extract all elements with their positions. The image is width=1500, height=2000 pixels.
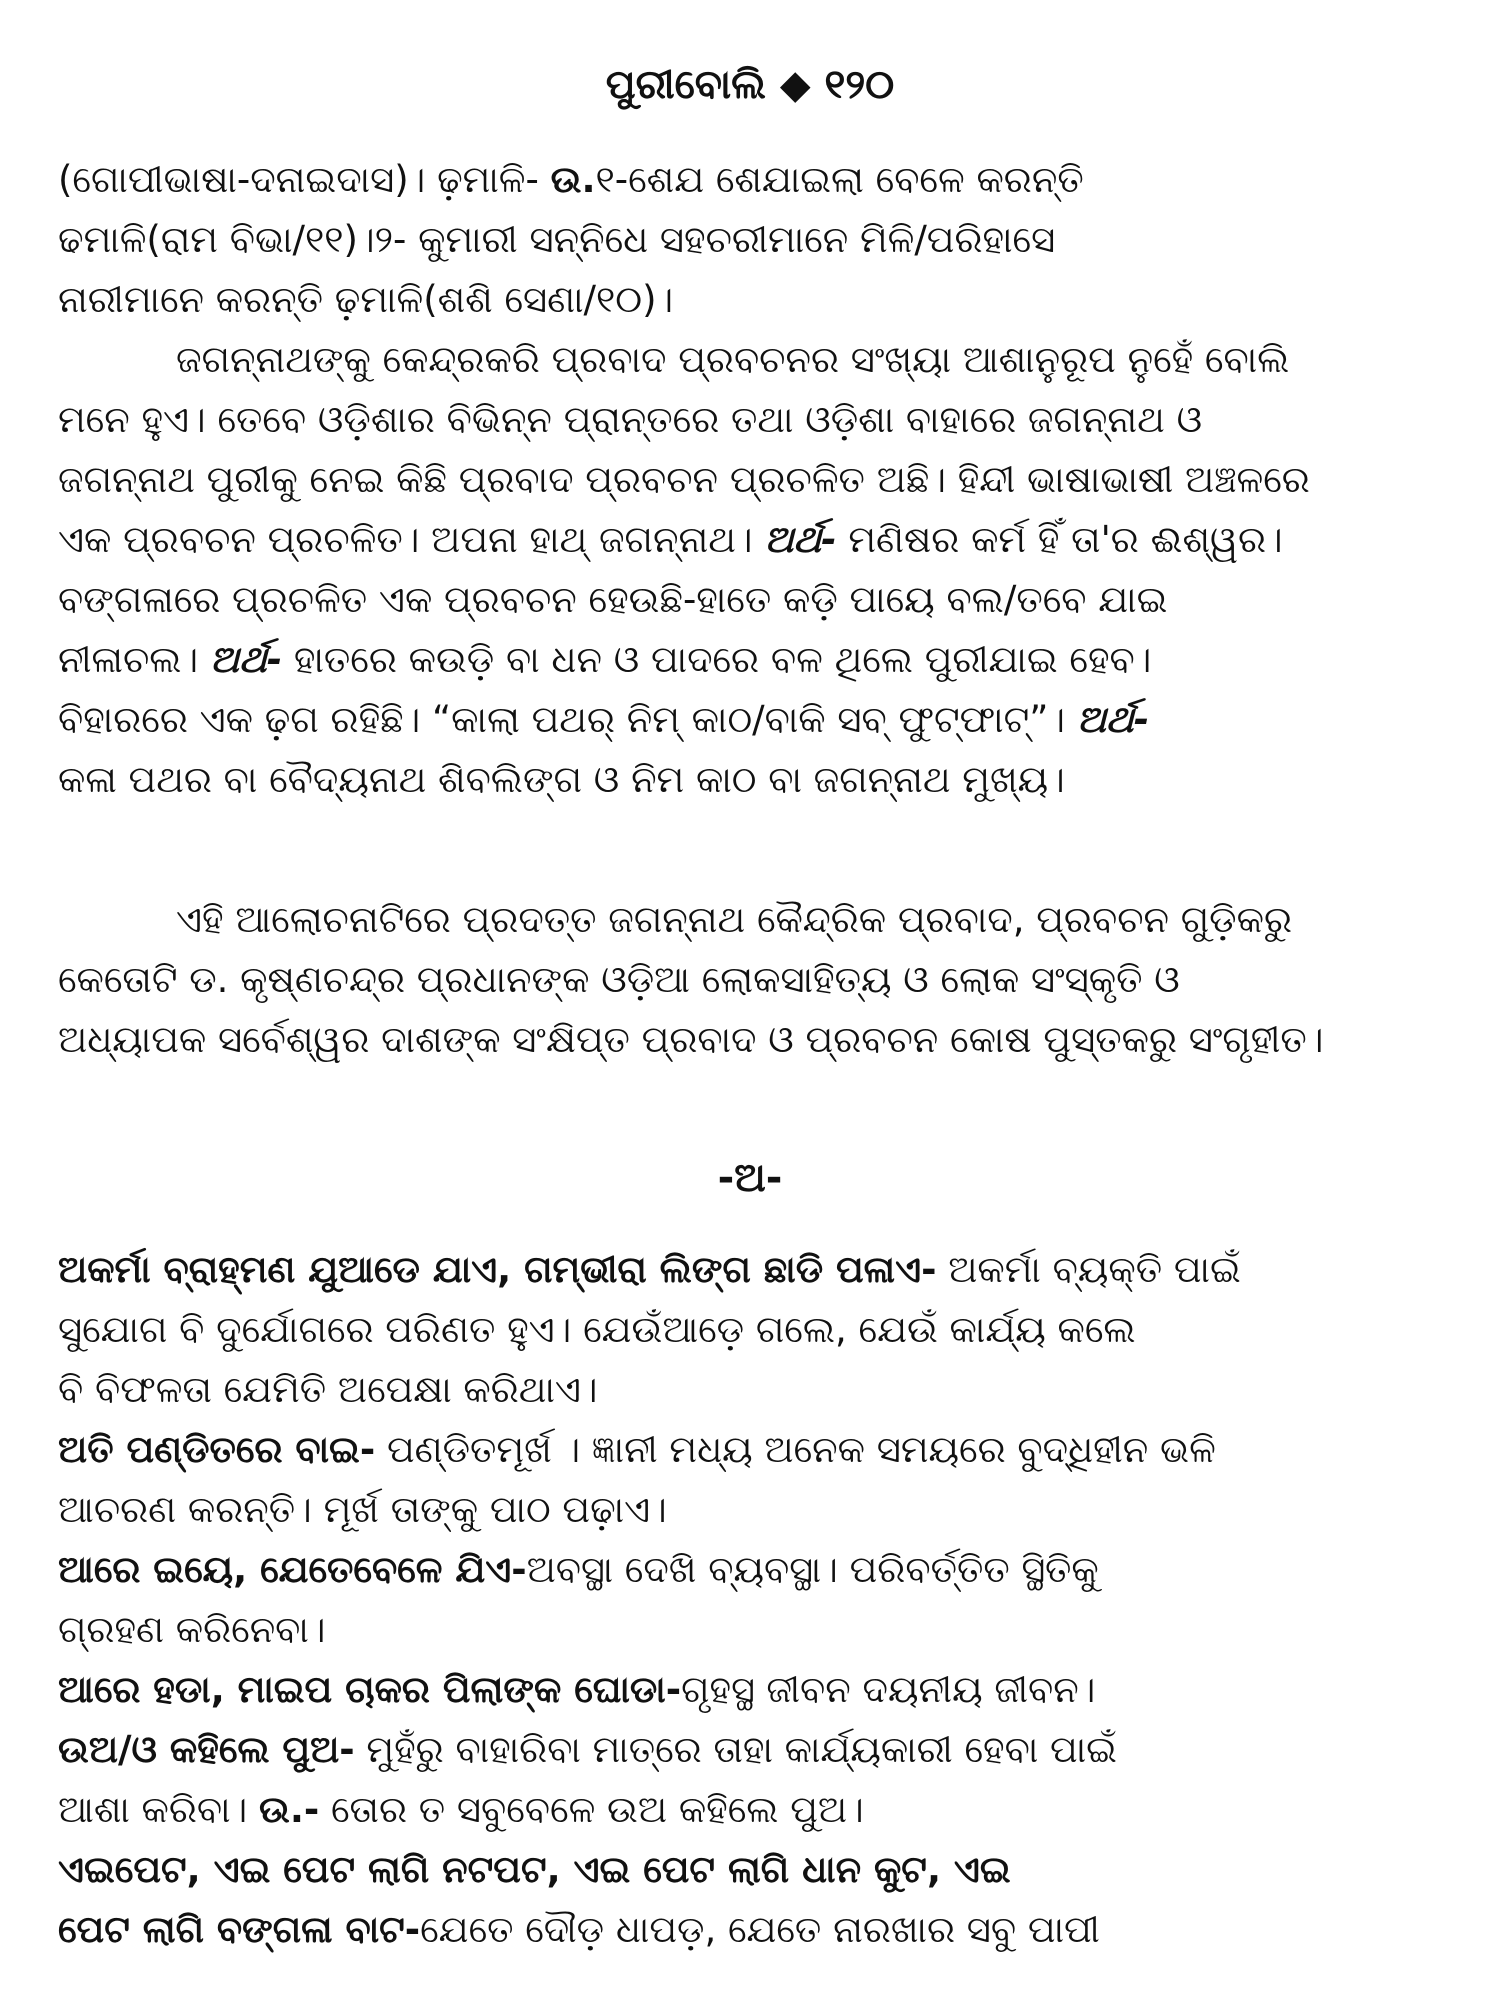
entry-line: ଆରେ ହଡା, ମାଇପ ଚାକର ପିଲାଙ୍କ ଘୋଡା-ଗୃହସ୍ଥ ଜୀବନ ଦୟନୀୟ ଜୀବନ। <box>58 1668 1096 1711</box>
text-line: ଏକ ପ୍ରବଚନ ପ୍ରଚଳିତ। ଅପନା ହାଥ୍ ଜଗନ୍ନାଥ। ଅର୍ଥ- ମଣିଷର କର୍ମ ହିଁ ତା'ର ଈଶ୍ୱର। <box>58 518 1283 561</box>
page-header <box>0 62 1500 108</box>
text-line: ଜଗନ୍ନାଥ ପୁରୀକୁ ନେଇ କିଛି ପ୍ରବାଦ ପ୍ରବଚନ ପ୍ରଚଳିତ ଅଛି। ହିନ୍ଦୀ ଭାଷାଭାଷୀ ଅଞ୍ଚଳରେ <box>58 458 1310 501</box>
proverb-headword: ଆରେ ହଡା, ମାଇପ ଚାକର ପିଲାଙ୍କ ଘୋଡା- <box>58 1668 682 1711</box>
proverb-headword: ଅକର୍ମା ବ୍ରାହ୍ମଣ ଯୁଆଡେ ଯାଏ, ଗମ୍ଭୀରା ଲିଙ୍ଗ ଛାଡି ପଳାଏ- <box>58 1248 937 1291</box>
example-mark: ଉ. <box>550 158 596 201</box>
text-line: ଏହି ଆଲୋଚନାଟିରେ ପ୍ରଦତ୍ତ ଜଗନ୍ନାଥ କୈନ୍ଦ୍ରିକ ପ୍ରବାଦ, ପ୍ରବଚନ ଗୁଡ଼ିକରୁ <box>176 898 1292 941</box>
text-line: ଜଗନ୍ନାଥଙ୍କୁ କେନ୍ଦ୍ରକରି ପ୍ରବାଦ ପ୍ରବଚନର ସଂଖ୍ୟା ଆଶାନୁରୂପ ନୁହେଁ ବୋଲି <box>176 338 1290 381</box>
page-number: ୧୨୦ <box>824 62 895 108</box>
meaning-mark: ଅର୍ଥ- <box>1076 698 1150 741</box>
text-line: ଢମାଳି(ରାମ ବିଭା/୧୧)।୨- କୁମାରୀ ସନ୍ନିଧେ ସହଚରୀମାନେ ମିଳି/ପରିହାସେ <box>58 218 1056 261</box>
proverb-headword: ଏଇପେଟ, ଏଇ ପେଟ ଲାଗି ନଟପଟ, ଏଇ ପେଟ ଲାଗି ଧାନ କୁଟ, ଏଇ <box>58 1848 1011 1891</box>
meaning-mark: ଅର୍ଥ- <box>764 518 837 561</box>
text-line: (ଗୋପୀଭାଷା-ଦନାଇଦାସ)। ଢ଼ମାଳି- ଉ.୧-ଶେଯ ଶେଯାଇଲା ବେଳେ କରନ୍ତି <box>58 158 1084 201</box>
entry-line: ସୁଯୋଗ ବି ଦୁର୍ଯୋଗରେ ପରିଣତ ହୁଏ। ଯେଉଁଆଡ଼େ ଗଲେ, ଯେଉଁ କାର୍ଯ୍ୟ କଲେ <box>58 1308 1136 1351</box>
entry-line: ବି ବିଫଳତା ଯେମିତି ଅପେକ୍ଷା କରିଥାଏ। <box>58 1368 598 1411</box>
proverb-headword: ଆରେ ଇୟେ, ଯେତେବେଳେ ଯିଏ- <box>58 1548 527 1591</box>
meaning-mark: ଅର୍ଥ- <box>209 638 283 681</box>
text-line: ନୀଳାଚଲ। ଅର୍ଥ- ହାତରେ କଉଡ଼ି ବା ଧନ ଓ ପାଦରେ ବଳ ଥିଲେ ପୁରୀଯାଇ ହେବ। <box>58 638 1152 681</box>
section-divider: -ଅ- <box>717 1155 783 1201</box>
entry-line: ପେଟ ଲାଗି ବଙ୍ଗଳା ବାଟ-ଯେତେ ଦୌଡ଼ ଧାପଡ଼, ଯେତେ ନାରଖାର ସବୁ ପାପୀ <box>58 1908 1100 1951</box>
text-line: ବଙ୍ଗଳାରେ ପ୍ରଚଳିତ ଏକ ପ୍ରବଚନ ହେଉଛି-ହାତେ କଡ଼ି ପାୟେ ବଲ/ତବେ ଯାଇ <box>58 578 1168 621</box>
entry-line: ଆରେ ଇୟେ, ଯେତେବେଳେ ଯିଏ-ଅବସ୍ଥା ଦେଖି ବ୍ୟବସ୍ଥା। ପରିବର୍ତ୍ତିତ ସ୍ଥିତିକୁ <box>58 1548 1099 1591</box>
text-line: ଅଧ୍ୟାପକ ସର୍ବେଶ୍ୱର ଦାଶଙ୍କ ସଂକ୍ଷିପ୍ତ ପ୍ରବାଦ ଓ ପ୍ରବଚନ କୋଷ ପୁସ୍ତକରୁ ସଂଗୃହୀତ। <box>58 1018 1324 1061</box>
paragraph-2 <box>58 890 1443 1070</box>
proverb-headword: ଅତି ପଣ୍ଡିତରେ ବାଇ- <box>58 1428 376 1471</box>
entry-line <box>58 1840 1443 1900</box>
proverb-headword: ଉଅ/ଓ କହିଲେ ପୁଅ- <box>58 1728 355 1771</box>
text-line: ବିହାରରେ ଏକ ଢ଼ଗ ରହିଛି। “କାଲା ପଥର୍ ନିମ୍ କାଠ/ବାକି ସବ୍ ଫୁଟ୍‌ଫାଟ୍”। ଅର୍ଥ- <box>58 698 1150 741</box>
entry-line: ଗ୍ରହଣ କରିନେବା। <box>58 1608 326 1651</box>
example-mark: ଉ.- <box>259 1788 320 1831</box>
separator-diamond-icon: ◆ <box>779 62 811 108</box>
intro-paragraph <box>58 150 1443 330</box>
text-line: କଳା ପଥର ବା ବୈଦ୍ୟନାଥ ଶିବଲିଙ୍ଗ ଓ ନିମ କାଠ ବା ଜଗନ୍ନାଥ ମୁଖ୍ୟ। <box>58 758 1065 801</box>
text-line: ନାରୀମାନେ କରନ୍ତି ଢ଼ମାଳି(ଶଶି ସେଣା/୧୦)। <box>58 278 674 321</box>
proverb-entries <box>58 1240 1443 1960</box>
proverb-headword: ପେଟ ଲାଗି ବଙ୍ଗଳା ବାଟ- <box>58 1908 421 1951</box>
entry-line: ଆଶା କରିବା। ଉ.- ତୋର ତ ସବୁବେଳେ ଉଅ କହିଲେ ପୁଅ। <box>58 1788 864 1831</box>
entry-line: ଆଚରଣ କରନ୍ତି। ମୂର୍ଖ ତାଙ୍କୁ ପାଠ ପଢ଼ାଏ। <box>58 1488 667 1531</box>
text-line: କେତୋଟି ଡ. କୃଷ୍ଣଚନ୍ଦ୍ର ପ୍ରଧାନଙ୍କ ଓଡ଼ିଆ ଲୋକସାହିତ୍ୟ ଓ ଲୋକ ସଂସ୍କୃତି ଓ <box>58 958 1180 1001</box>
entry-line: ଅତି ପଣ୍ଡିତରେ ବାଇ- ପଣ୍ଡିତମୂର୍ଖ । ଜ୍ଞାନୀ ମଧ୍ୟ ଅନେକ ସମୟରେ ବୁଦ୍ଧିହୀନ ଭଳି <box>58 1428 1216 1471</box>
paragraph-1 <box>58 330 1443 810</box>
entry-line: ଅକର୍ମା ବ୍ରାହ୍ମଣ ଯୁଆଡେ ଯାଏ, ଗମ୍ଭୀରା ଲିଙ୍ଗ ଛାଡି ପଳାଏ- ଅକର୍ମା ବ୍ୟକ୍ତି ପାଇଁ <box>58 1248 1241 1291</box>
book-title: ପୁରୀବୋଲି <box>605 62 766 108</box>
text-line: ମନେ ହୁଏ। ତେବେ ଓଡ଼ିଶାର ବିଭିନ୍ନ ପ୍ରାନ୍ତରେ ତଥା ଓଡ଼ିଶା ବାହାରେ ଜଗନ୍ନାଥ ଓ <box>58 398 1203 441</box>
entry-line: ଉଅ/ଓ କହିଲେ ପୁଅ- ମୁହଁରୁ ବାହାରିବା ମାତ୍ରେ ତାହା କାର୍ଯ୍ୟକାରୀ ହେବା ପାଇଁ <box>58 1728 1117 1771</box>
